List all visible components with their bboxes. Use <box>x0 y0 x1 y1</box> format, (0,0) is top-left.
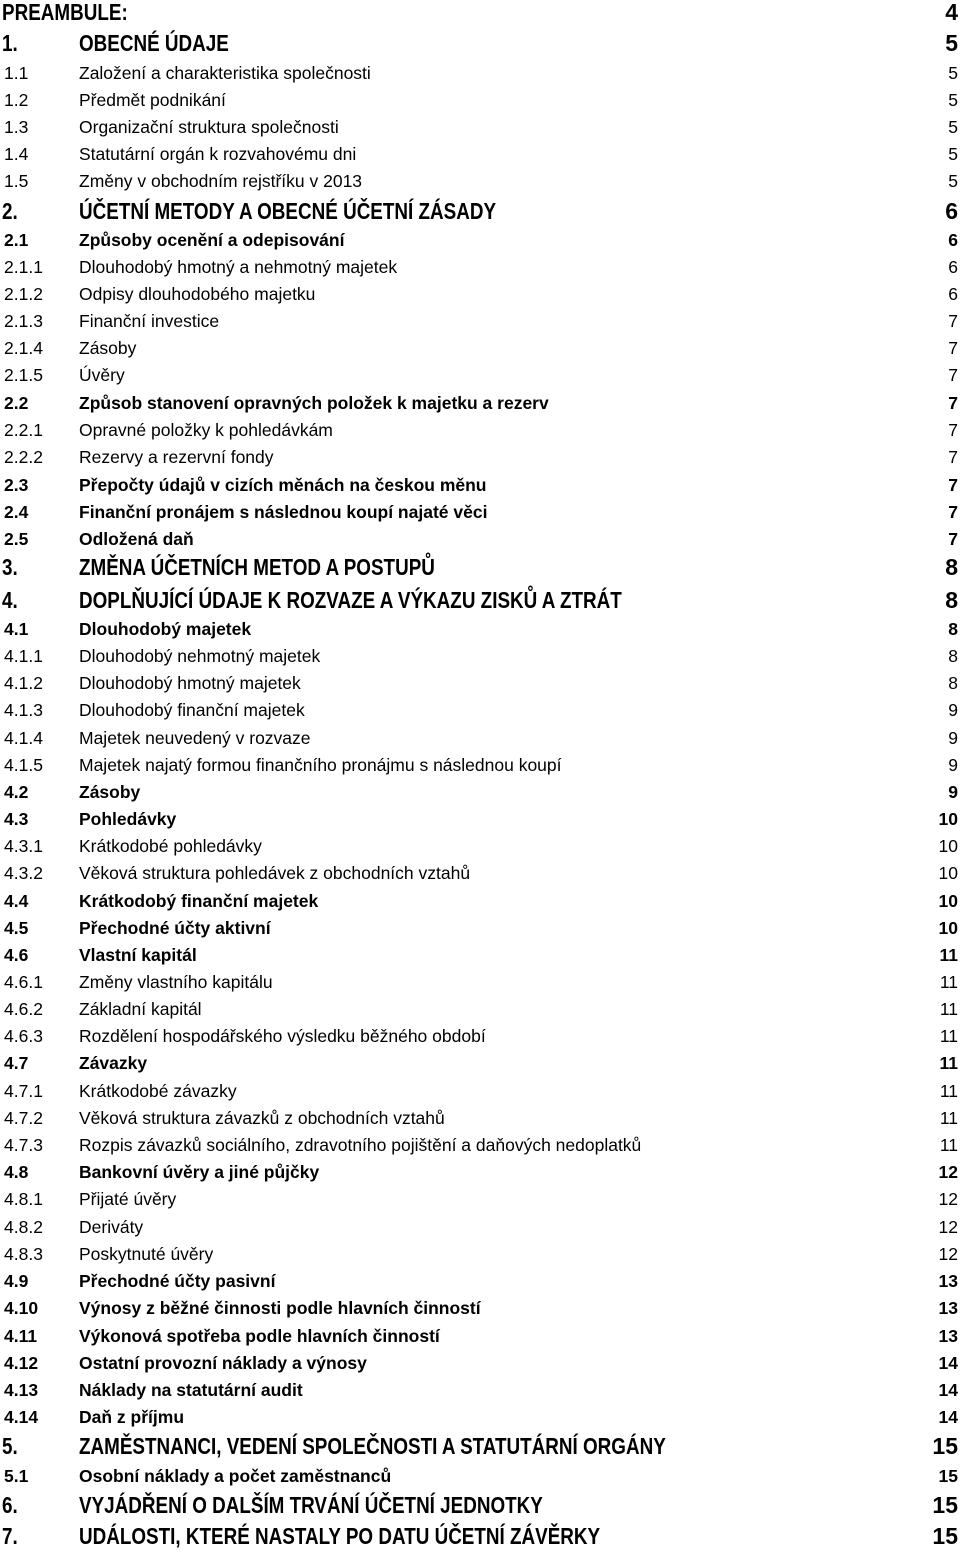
toc-entry-page-number: 11 <box>939 1052 958 1073</box>
toc-entry-number: 4.8 <box>4 1161 29 1182</box>
toc-entry-number: 1.5 <box>4 170 29 191</box>
toc-entry-number: 2.3 <box>4 474 29 495</box>
toc-entry-title: Dlouhodobý nehmotný majetek <box>79 645 321 666</box>
toc-subsection-row[interactable] <box>0 670 958 697</box>
toc-entry-title: Krátkodobý finanční majetek <box>79 890 319 911</box>
toc-entry-title: Osobní náklady a počet zaměstnanců <box>79 1465 392 1486</box>
toc-entry-number: 5.1 <box>4 1465 29 1486</box>
toc-entry-number: 4. <box>2 586 18 613</box>
toc-section-row[interactable] <box>0 942 958 969</box>
toc-entry-title: Krátkodobé pohledávky <box>79 835 262 856</box>
toc-entry-title: Zásoby <box>79 337 137 358</box>
toc-entry-page-number: 13 <box>938 1297 958 1318</box>
toc-entry-page-number: 11 <box>939 1025 958 1046</box>
toc-entry-page-number: 4 <box>945 0 958 25</box>
toc-entry-page-number: 15 <box>932 1432 958 1459</box>
toc-entry-number: 4.2 <box>4 781 29 802</box>
toc-subsection-row[interactable] <box>0 752 958 779</box>
toc-entry-title: Rozdělení hospodářského výsledku běžného období <box>79 1025 486 1046</box>
toc-entry-number: 2.2.1 <box>4 419 43 440</box>
toc-section-row[interactable] <box>0 1050 958 1077</box>
toc-entry-title: Věková struktura pohledávek z obchodních vztahů <box>79 862 471 883</box>
toc-section-row[interactable] <box>0 779 958 806</box>
toc-entry-number: 4.6.1 <box>4 971 43 992</box>
toc-entry-title: Poskytnuté úvěry <box>79 1243 214 1264</box>
toc-entry-number: 4.8.2 <box>4 1216 43 1237</box>
toc-entry-page-number: 5 <box>948 116 958 137</box>
toc-entry-title: Změny v obchodním rejstříku v 2013 <box>79 170 363 191</box>
toc-section-row[interactable] <box>0 499 958 526</box>
toc-entry-number: 7. <box>2 1522 18 1549</box>
toc-entry-number: 5. <box>2 1432 18 1459</box>
toc-entry-title: DOPLŇUJÍCÍ ÚDAJE K ROZVAZE A VÝKAZU ZISKŮ A ZTRÁT <box>79 586 622 613</box>
toc-subsection-row[interactable] <box>0 1078 958 1105</box>
toc-section-row[interactable] <box>0 1350 958 1377</box>
toc-entry-number: 4.3.2 <box>4 862 43 883</box>
toc-entry-title: Dlouhodobý majetek <box>79 618 252 639</box>
toc-entry-number: PREAMBULE: <box>2 0 128 25</box>
toc-entry-title: VYJÁDŘENÍ O DALŠÍM TRVÁNÍ ÚČETNÍ JEDNOTKY <box>79 1491 543 1518</box>
toc-entry-number: 6. <box>2 1491 18 1518</box>
toc-entry-page-number: 14 <box>938 1406 958 1427</box>
toc-subsection-row[interactable] <box>0 860 958 887</box>
toc-section-row[interactable] <box>0 472 958 499</box>
toc-entry-page-number: 11 <box>939 998 958 1019</box>
toc-chapter-row[interactable] <box>0 27 958 59</box>
toc-entry-page-number: 7 <box>948 501 958 522</box>
toc-entry-title: Daň z příjmu <box>79 1406 185 1427</box>
toc-section-row[interactable] <box>0 1323 958 1350</box>
toc-entry-number: 4.11 <box>4 1325 38 1346</box>
toc-entry-title: Bankovní úvěry a jiné půjčky <box>79 1161 320 1182</box>
toc-entry-number: 2.1.4 <box>4 337 43 358</box>
toc-entry-title: Způsob stanovení opravných položek k majetku a rezerv <box>79 392 549 413</box>
toc-entry-page-number: 14 <box>938 1352 958 1373</box>
toc-entry-page-number: 7 <box>948 474 958 495</box>
toc-section-row[interactable] <box>0 1159 958 1186</box>
toc-entry-title: Pohledávky <box>79 808 177 829</box>
toc-subsection-row[interactable] <box>0 417 958 444</box>
toc-entry-title: Rezervy a rezervní fondy <box>79 446 274 467</box>
toc-entry-title: Věková struktura závazků z obchodních vztahů <box>79 1107 445 1128</box>
toc-entry-page-number: 5 <box>948 62 958 83</box>
toc-entry-page-number: 12 <box>938 1188 958 1209</box>
toc-entry-number: 4.3.1 <box>4 835 43 856</box>
toc-entry-title: Přechodné účty aktivní <box>79 917 271 938</box>
toc-section-row[interactable] <box>0 915 958 942</box>
toc-subsection-row[interactable] <box>0 281 958 308</box>
toc-entry-page-number: 10 <box>938 862 958 883</box>
toc-chapter-row[interactable] <box>0 1520 958 1552</box>
toc-entry-title: Zásoby <box>79 781 141 802</box>
toc-entry-number: 2.4 <box>4 501 29 522</box>
toc-entry-page-number: 11 <box>939 1134 958 1155</box>
toc-entry-number: 4.5 <box>4 917 29 938</box>
toc-entry-title: Přijaté úvěry <box>79 1188 177 1209</box>
toc-entry-title: ÚČETNÍ METODY A OBECNÉ ÚČETNÍ ZÁSADY <box>79 197 497 224</box>
toc-entry-page-number: 7 <box>948 337 958 358</box>
toc-entry-page-number: 12 <box>938 1216 958 1237</box>
toc-entry-page-number: 7 <box>948 392 958 413</box>
toc-entry-page-number: 5 <box>948 143 958 164</box>
toc-subsection-row[interactable] <box>0 87 958 114</box>
toc-entry-number: 2.1.5 <box>4 364 43 385</box>
toc-entry-page-number: 8 <box>948 672 958 693</box>
toc-entry-page-number: 7 <box>948 310 958 331</box>
toc-entry-page-number: 13 <box>938 1325 958 1346</box>
toc-entry-number: 4.3 <box>4 808 29 829</box>
toc-subsection-row[interactable] <box>0 362 958 389</box>
toc-subsection-row[interactable] <box>0 996 958 1023</box>
toc-section-row[interactable] <box>0 888 958 915</box>
toc-entry-number: 4.10 <box>4 1297 39 1318</box>
toc-section-row[interactable] <box>0 1404 958 1431</box>
toc-entry-title: Závazky <box>79 1052 148 1073</box>
toc-subsection-row[interactable] <box>0 969 958 996</box>
toc-entry-title: Založení a charakteristika společnosti <box>79 62 371 83</box>
toc-entry-number: 4.9 <box>4 1270 29 1291</box>
toc-entry-page-number: 9 <box>948 754 958 775</box>
toc-entry-title: ZAMĚSTNANCI, VEDENÍ SPOLEČNOSTI A STATUTÁRNÍ ORGÁNY <box>79 1432 666 1459</box>
toc-entry-page-number: 9 <box>948 781 958 802</box>
toc-entry-page-number: 7 <box>948 446 958 467</box>
toc-subsection-row[interactable] <box>0 1241 958 1268</box>
toc-entry-page-number: 11 <box>939 944 958 965</box>
toc-entry-title: Přechodné účty pasivní <box>79 1270 276 1291</box>
toc-subsection-row[interactable] <box>0 833 958 860</box>
toc-entry-title: Majetek najatý formou finančního pronájmu s následnou koupí <box>79 754 562 775</box>
toc-entry-title: Opravné položky k pohledávkám <box>79 419 333 440</box>
toc-entry-title: Dlouhodobý hmotný a nehmotný majetek <box>79 256 398 277</box>
toc-subsection-row[interactable] <box>0 308 958 335</box>
toc-entry-page-number: 10 <box>938 890 958 911</box>
toc-entry-page-number: 8 <box>948 618 958 639</box>
toc-entry-number: 2.2.2 <box>4 446 43 467</box>
toc-entry-number: 4.6.3 <box>4 1025 43 1046</box>
toc-entry-title: Finanční pronájem s následnou koupí najaté věci <box>79 501 488 522</box>
toc-entry-number: 1.2 <box>4 89 29 110</box>
toc-chapter-row[interactable] <box>0 584 958 616</box>
toc-entry-page-number: 12 <box>938 1243 958 1264</box>
toc-entry-number: 1.1 <box>4 62 29 83</box>
toc-entry-title: OBECNÉ ÚDAJE <box>79 29 229 56</box>
toc-subsection-row[interactable] <box>0 254 958 281</box>
toc-entry-number: 4.4 <box>4 890 29 911</box>
toc-entry-number: 4.1.3 <box>4 699 43 720</box>
toc-chapter-row[interactable] <box>0 551 958 583</box>
toc-entry-page-number: 9 <box>948 699 958 720</box>
toc-entry-page-number: 10 <box>938 917 958 938</box>
toc-entry-number: 4.6 <box>4 944 29 965</box>
toc-entry-title: Přepočty údajů v cizích měnách na českou měnu <box>79 474 487 495</box>
toc-entry-title: Finanční investice <box>79 310 220 331</box>
toc-entry-number: 2.1.1 <box>4 256 43 277</box>
toc-entry-page-number: 7 <box>948 364 958 385</box>
toc-entry-number: 3. <box>2 553 18 580</box>
toc-entry-title: Dlouhodobý hmotný majetek <box>79 672 301 693</box>
toc-subsection-row[interactable] <box>0 1105 958 1132</box>
toc-entry-page-number: 11 <box>939 971 958 992</box>
toc-subsection-row[interactable] <box>0 60 958 87</box>
toc-entry-title: Odložená daň <box>79 528 194 549</box>
toc-subsection-row[interactable] <box>0 697 958 724</box>
toc-entry-title: Vlastní kapitál <box>79 944 197 965</box>
toc-entry-number: 4.1.4 <box>4 727 43 748</box>
toc-section-row[interactable] <box>0 1463 958 1490</box>
toc-entry-number: 1.3 <box>4 116 29 137</box>
toc-chapter-row[interactable] <box>0 195 958 227</box>
toc-entry-title: Ostatní provozní náklady a výnosy <box>79 1352 367 1373</box>
toc-entry-title: Odpisy dlouhodobého majetku <box>79 283 316 304</box>
toc-entry-page-number: 15 <box>932 1522 958 1549</box>
toc-entry-number: 4.8.1 <box>4 1188 43 1209</box>
toc-entry-page-number: 6 <box>945 197 958 224</box>
toc-entry-page-number: 11 <box>939 1107 958 1128</box>
toc-section-row[interactable] <box>0 1377 958 1404</box>
toc-entry-title: Změny vlastního kapitálu <box>79 971 273 992</box>
toc-entry-title: Organizační struktura společnosti <box>79 116 339 137</box>
toc-entry-title: UDÁLOSTI, KTERÉ NASTALY PO DATU ÚČETNÍ ZÁVĚRKY <box>79 1522 601 1549</box>
toc-section-row[interactable] <box>0 390 958 417</box>
toc-entry-number: 2. <box>2 197 18 224</box>
toc-section-row[interactable] <box>0 806 958 833</box>
toc-entry-page-number: 15 <box>938 1465 958 1486</box>
toc-entry-page-number: 7 <box>948 528 958 549</box>
toc-subsection-row[interactable] <box>0 1214 958 1241</box>
toc-entry-page-number: 8 <box>948 645 958 666</box>
toc-subsection-row[interactable] <box>0 1186 958 1213</box>
toc-entry-title: Úvěry <box>79 364 125 385</box>
toc-section-row[interactable] <box>0 1295 958 1322</box>
toc-subsection-row[interactable] <box>0 1132 958 1159</box>
toc-entry-number: 4.7.3 <box>4 1134 43 1155</box>
toc-entry-page-number: 13 <box>938 1270 958 1291</box>
toc-entry-title: Způsoby ocenění a odepisování <box>79 229 345 250</box>
toc-entry-title: Základní kapitál <box>79 998 202 1019</box>
toc-subsection-row[interactable] <box>0 168 958 195</box>
toc-subsection-row[interactable] <box>0 725 958 752</box>
toc-entry-number: 4.8.3 <box>4 1243 43 1264</box>
toc-entry-number: 1.4 <box>4 143 29 164</box>
toc-entry-number: 2.1.3 <box>4 310 43 331</box>
toc-entry-number: 4.6.2 <box>4 998 43 1019</box>
toc-entry-page-number: 9 <box>948 727 958 748</box>
toc-entry-page-number: 11 <box>939 1080 958 1101</box>
toc-subsection-row[interactable] <box>0 643 958 670</box>
toc-entry-title: Krátkodobé závazky <box>79 1080 237 1101</box>
toc-entry-page-number: 6 <box>948 256 958 277</box>
toc-entry-title: Náklady na statutární audit <box>79 1379 303 1400</box>
toc-subsection-row[interactable] <box>0 444 958 471</box>
toc-entry-page-number: 5 <box>948 170 958 191</box>
toc-entry-title: Majetek neuvedený v rozvaze <box>79 727 311 748</box>
toc-entry-number: 4.1.5 <box>4 754 43 775</box>
toc-entry-page-number: 12 <box>938 1161 958 1182</box>
toc-entry-number: 4.14 <box>4 1406 39 1427</box>
toc-subsection-row[interactable] <box>0 335 958 362</box>
toc-entry-number: 4.13 <box>4 1379 39 1400</box>
toc-entry-title: Deriváty <box>79 1216 144 1237</box>
toc-subsection-row[interactable] <box>0 1023 958 1050</box>
toc-subsection-row[interactable] <box>0 114 958 141</box>
toc-entry-page-number: 7 <box>948 419 958 440</box>
toc-entry-number: 2.1.2 <box>4 283 43 304</box>
toc-entry-number: 4.1.2 <box>4 672 43 693</box>
toc-chapter-row[interactable] <box>0 0 958 28</box>
toc-entry-number: 1. <box>2 29 18 56</box>
toc-subsection-row[interactable] <box>0 141 958 168</box>
toc-section-row[interactable] <box>0 1268 958 1295</box>
toc-entry-number: 2.5 <box>4 528 29 549</box>
toc-entry-title: Výnosy z běžné činnosti podle hlavních činností <box>79 1297 481 1318</box>
toc-section-row[interactable] <box>0 616 958 643</box>
toc-chapter-row[interactable] <box>0 1430 958 1462</box>
toc-entry-page-number: 8 <box>945 553 958 580</box>
toc-chapter-row[interactable] <box>0 1489 958 1521</box>
toc-entry-page-number: 10 <box>938 835 958 856</box>
toc-entry-number: 2.1 <box>4 229 29 250</box>
toc-entry-number: 4.1.1 <box>4 645 43 666</box>
toc-entry-page-number: 6 <box>948 229 958 250</box>
toc-section-row[interactable] <box>0 526 958 553</box>
toc-section-row[interactable] <box>0 227 958 254</box>
toc-entry-title: Dlouhodobý finanční majetek <box>79 699 305 720</box>
toc-entry-number: 4.7 <box>4 1052 29 1073</box>
toc-entry-title: Rozpis závazků sociálního, zdravotního pojištění a daňových nedoplatků <box>79 1134 642 1155</box>
toc-entry-number: 4.7.2 <box>4 1107 43 1128</box>
toc-entry-number: 4.12 <box>4 1352 39 1373</box>
toc-entry-page-number: 5 <box>948 89 958 110</box>
toc-entry-page-number: 8 <box>945 586 958 613</box>
toc-entry-page-number: 14 <box>938 1379 958 1400</box>
toc-entry-number: 4.7.1 <box>4 1080 43 1101</box>
toc-entry-page-number: 5 <box>945 29 958 56</box>
toc-entry-number: 4.1 <box>4 618 29 639</box>
toc-entry-page-number: 6 <box>948 283 958 304</box>
toc-entry-number: 2.2 <box>4 392 29 413</box>
toc-entry-title: Statutární orgán k rozvahovému dni <box>79 143 357 164</box>
toc-entry-title: Předmět podnikání <box>79 89 226 110</box>
toc-entry-page-number: 10 <box>938 808 958 829</box>
toc-entry-title: ZMĚNA ÚČETNÍCH METOD A POSTUPŮ <box>79 553 435 580</box>
toc-entry-title: Výkonová spotřeba podle hlavních činností <box>79 1325 440 1346</box>
toc-entry-page-number: 15 <box>932 1491 958 1518</box>
